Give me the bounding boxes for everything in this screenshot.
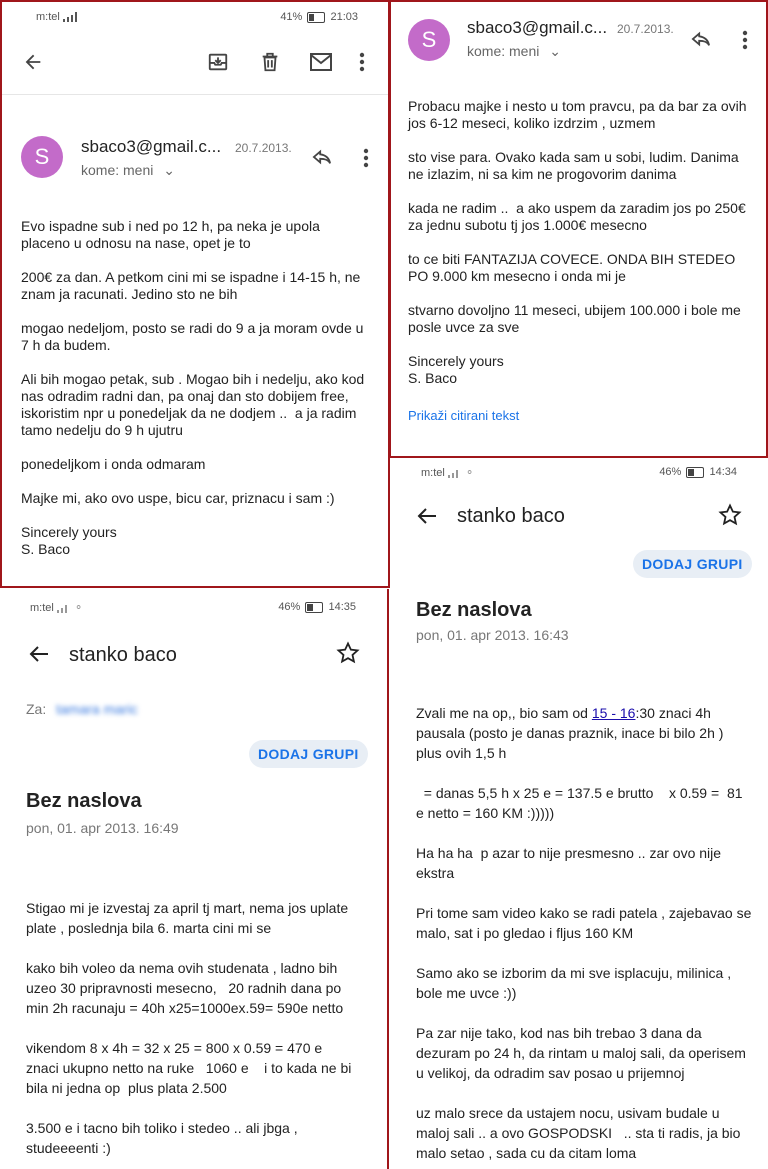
subject: Bez naslova bbox=[416, 599, 532, 621]
email-body bbox=[21, 218, 371, 558]
battery-icon bbox=[307, 12, 325, 23]
paragraph: Stigao mi je izvestaj za april tj mart, nema jos uplate plate , poslednja bila 6. marta cini mi se bbox=[26, 900, 353, 936]
paragraph: kako bih voleo da nema ovih studenata , ladno bih uzeo 30 pripravnosti mesecno, 20 radnih dana po min 2h racunaju = 40h x25=1000ex.59= 590e netto bbox=[26, 960, 346, 1016]
paragraph bbox=[416, 703, 752, 763]
reply-icon[interactable] bbox=[690, 30, 712, 48]
note-panel-1 bbox=[0, 589, 389, 1169]
paragraph: Samo ako se izborim da mi sve isplacuju, milinica , bole me uvce :)) bbox=[416, 965, 736, 1001]
email-date: 20.7.2013. bbox=[617, 22, 674, 36]
recipients-toggle[interactable] bbox=[81, 162, 175, 179]
toolbar-divider bbox=[2, 94, 390, 95]
status-bar bbox=[36, 11, 358, 23]
recipients-label: kome: meni bbox=[81, 162, 154, 178]
more-vert-icon[interactable] bbox=[363, 148, 369, 168]
email-panel-2 bbox=[389, 0, 768, 458]
note-panel-2 bbox=[391, 458, 768, 1169]
paragraph: mogao nedeljom, posto se radi do 9 a ja moram ovde u 7 h da budem. bbox=[21, 320, 368, 353]
note-body-rest bbox=[416, 783, 756, 1163]
more-vert-icon[interactable] bbox=[742, 30, 748, 50]
avatar: S bbox=[21, 136, 63, 178]
signature-line: S. Baco bbox=[408, 370, 458, 386]
paragraph: vikendom 8 x 4h = 32 x 25 = 800 x 0.59 = 470 e znaci ukupno netto na ruke 1060 e i to kada ne bi bila ni jedna op plus plata 2.500 bbox=[26, 1040, 356, 1096]
time-link[interactable]: 15 - 16 bbox=[591, 705, 636, 721]
add-to-group-button[interactable]: DODAJ GRUPI bbox=[633, 550, 752, 578]
paragraph: Pa zar nije tako, kod nas bih trebao 3 dana da dezuram po 24 h, da rintam u maloj sali, da operisem u velikoj, da odradim sav posao u prijemnoj bbox=[416, 1025, 750, 1081]
paragraph: 3.500 e i tacno bih toliko i stedeo .. ali jbga , studeeeenti :) bbox=[26, 1120, 302, 1156]
back-arrow-icon[interactable] bbox=[22, 51, 44, 73]
email-panel-1 bbox=[0, 0, 390, 588]
paragraph: kada ne radim .. a ako uspem da zaradim jos po 250€ za jednu subotu tj jos 1.000€ mesecno bbox=[408, 200, 750, 233]
signature-line: Sincerely yours bbox=[408, 353, 504, 369]
paragraph: Ha ha ha p azar to nije presmesno .. zar ovo nije ekstra bbox=[416, 845, 725, 881]
carrier-label: m:tel bbox=[421, 467, 445, 479]
status-bar bbox=[30, 601, 356, 614]
note-date: pon, 01. apr 2013. 16:43 bbox=[416, 627, 569, 643]
more-vert-icon[interactable] bbox=[359, 52, 365, 72]
recipients-toggle[interactable] bbox=[467, 43, 561, 60]
recipient-row bbox=[26, 701, 138, 717]
paragraph: uz malo srece da ustajem nocu, usivam budale u maloj sali .. a ovo GOSPODSKI .. sta ti radis, ja bio malo setao , sada cu da citam loma bbox=[416, 1105, 745, 1161]
chevron-down-icon: ⌄ bbox=[163, 162, 175, 178]
mail-icon[interactable] bbox=[309, 51, 333, 73]
clock: 14:35 bbox=[328, 601, 356, 613]
recipient-name: tamara maric bbox=[56, 701, 138, 717]
signature-line: S. Baco bbox=[21, 541, 71, 557]
note-body bbox=[416, 703, 756, 1169]
battery-percent: 46% bbox=[278, 601, 301, 613]
status-bar bbox=[421, 466, 737, 479]
paragraph: 200€ za dan. A petkom cini mi se ispadne i 14-15 h, ne znam ja racunati. Jedino sto ne bih bbox=[21, 269, 365, 302]
email-date: 20.7.2013. bbox=[235, 141, 292, 155]
to-label: Za: bbox=[26, 701, 47, 717]
paragraph: Majke mi, ako ovo uspe, bicu car, priznacu i sam :) bbox=[21, 490, 335, 506]
clock: 14:34 bbox=[709, 466, 737, 478]
back-arrow-icon[interactable] bbox=[415, 504, 439, 528]
subject: Bez naslova bbox=[26, 790, 142, 812]
note-date: pon, 01. apr 2013. 16:49 bbox=[26, 820, 179, 836]
paragraph-text: Zvali me na op,, bio sam od bbox=[416, 705, 592, 721]
battery-percent: 46% bbox=[659, 466, 682, 478]
wifi-icon: ⚬ bbox=[464, 467, 475, 479]
note-body bbox=[26, 898, 362, 1169]
star-icon[interactable] bbox=[336, 641, 360, 665]
paragraph: Pri tome sam video kako se radi patela , zajebavao se malo, sat i po gledao i fljus 160 KM bbox=[416, 905, 756, 941]
battery-percent: 41% bbox=[280, 11, 303, 23]
archive-icon[interactable] bbox=[207, 51, 229, 73]
star-icon[interactable] bbox=[718, 503, 742, 527]
signal-icon bbox=[63, 12, 79, 22]
avatar: S bbox=[408, 19, 450, 61]
paragraph: sto vise para. Ovako kada sam u sobi, ludim. Danima ne izlazim, ni sa kim ne progovorim danima bbox=[408, 149, 743, 182]
battery-icon bbox=[686, 467, 704, 478]
reply-icon[interactable] bbox=[311, 148, 333, 166]
wifi-icon: ⚬ bbox=[73, 602, 84, 614]
email-body bbox=[408, 98, 758, 387]
sender-name: sbaco3@gmail.c... bbox=[467, 18, 608, 37]
paragraph: to ce biti FANTAZIJA COVECE. ONDA BIH STEDEO PO 9.000 km mesecno i onda mi je bbox=[408, 251, 740, 284]
recipients-label: kome: meni bbox=[467, 43, 540, 59]
delete-icon[interactable] bbox=[259, 51, 281, 73]
signal-icon bbox=[57, 603, 71, 613]
paragraph: Evo ispadne sub i ned po 12 h, pa neka je upola placeno u odnosu na nase, opet je to bbox=[21, 218, 324, 251]
add-to-group-button[interactable]: DODAJ GRUPI bbox=[249, 740, 368, 768]
signature-line: Sincerely yours bbox=[21, 524, 117, 540]
show-quoted-link[interactable]: Prikaži citirani tekst bbox=[408, 408, 520, 423]
battery-icon bbox=[305, 602, 323, 613]
back-arrow-icon[interactable] bbox=[27, 642, 51, 666]
paragraph: = danas 5,5 h x 25 e = 137.5 e brutto x 0.59 = 81 e netto = 160 KM :))))) bbox=[416, 785, 747, 821]
carrier-label: m:tel bbox=[30, 602, 54, 614]
chevron-down-icon: ⌄ bbox=[549, 43, 561, 59]
paragraph-text: :30 znaci 4h pausala (posto je danas praznik, inace bi bilo 2h ) plus ovih 1,5 h bbox=[416, 705, 724, 761]
paragraph: ponedeljkom i onda odmaram bbox=[21, 456, 206, 472]
contact-name: stanko baco bbox=[457, 505, 565, 527]
paragraph: Ali bih mogao petak, sub . Mogao bih i nedelju, ako kod nas odradim radni dan, pa onaj dan sto dobijem free, iskoristim npr u ponedeljak da ne dodjem .. a ja radim tamo nedelju do 9 h ujutru bbox=[21, 371, 369, 438]
contact-name: stanko baco bbox=[69, 644, 177, 666]
clock: 21:03 bbox=[330, 11, 358, 23]
signal-icon bbox=[448, 468, 462, 478]
paragraph: Probacu majke i nesto u tom pravcu, pa da bar za ovih jos 6-12 meseci, koliko izdrzim , uzmem bbox=[408, 98, 751, 131]
paragraph: stvarno dovoljno 11 meseci, ubijem 100.000 i bole me posle uvce za sve bbox=[408, 302, 745, 335]
sender-name: sbaco3@gmail.c... bbox=[81, 137, 222, 156]
carrier-label: m:tel bbox=[36, 11, 60, 23]
